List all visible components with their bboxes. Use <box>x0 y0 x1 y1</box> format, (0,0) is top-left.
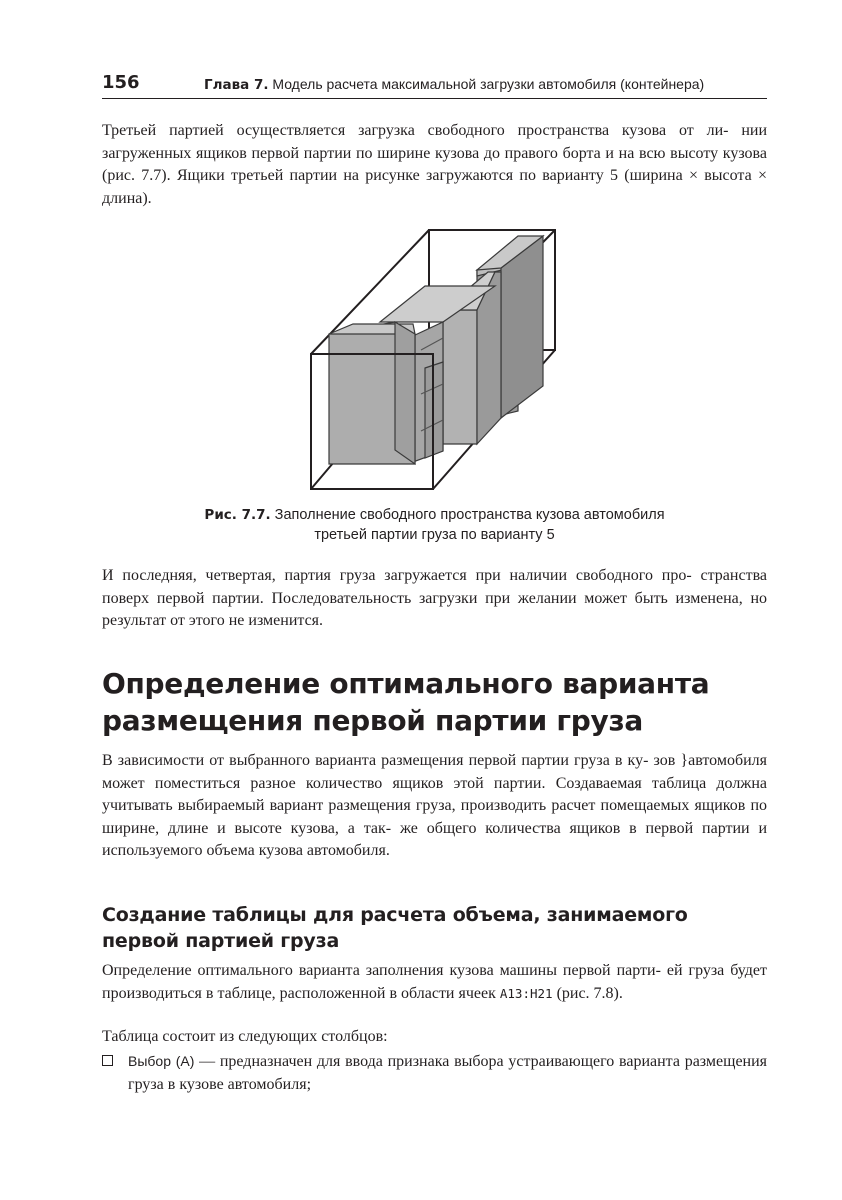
list-item <box>102 1050 767 1096</box>
section-heading <box>102 665 782 739</box>
page-number: 156 <box>102 72 140 93</box>
heading-line: Определение оптимального варианта <box>102 667 710 700</box>
text-line: всю высоту кузова (рис. 7.7). Ящики третьей партии на рисунке загружаются по <box>102 144 768 184</box>
column-letter: (A) <box>175 1053 195 1069</box>
text-line: размещения груза в кузове автомобиля; <box>128 1053 768 1093</box>
intro-paragraph <box>102 120 767 210</box>
column-name: Выбор <box>128 1053 171 1069</box>
text-line: производить расчет помещаемых ящиков по ширине, длине и высоте кузова, а так- <box>102 797 768 837</box>
list-item-text <box>128 1050 767 1096</box>
table-intro: Таблица состоит из следующих столбцов: <box>102 1028 388 1045</box>
text-line: Создаваемая таблица должна учитывать выбираемый вариант размещения груза, <box>102 774 768 814</box>
text-line: варианту 5 (ширина × высота × длина). <box>102 167 767 207</box>
chapter-name: Модель расчета максимальной загрузки автомобиля (контейнера) <box>268 76 705 92</box>
heading-line: первой партией груза <box>102 930 340 952</box>
text-line: нии загруженных ящиков первой партии по ширине кузова до правого борта и на <box>102 122 768 162</box>
text-line: И последняя, четвертая, партия груза загружается при наличии свободного про- <box>102 567 692 584</box>
caption-line-2: третьей партии груза по варианту 5 <box>314 527 555 543</box>
truck-body-figure <box>305 226 567 492</box>
heading-line: размещения первой партии груза <box>102 704 644 737</box>
text-line: — предназначен для ввода признака выбора устраивающего варианта <box>194 1053 680 1070</box>
checkbox-bullet-icon <box>102 1055 113 1066</box>
subsection-paragraph <box>102 960 767 1005</box>
subsection-heading <box>102 902 782 954</box>
text-line: же общего количества ящиков в первой партии и используемого объема кузова <box>102 819 768 859</box>
heading-line: Создание таблицы для расчета объема, занимаемого <box>102 904 688 926</box>
running-header <box>102 70 767 99</box>
third-batch-box-front <box>443 310 477 444</box>
caption-line-1: Заполнение свободного пространства кузова автомобиля <box>270 507 665 523</box>
chapter-title <box>204 76 704 93</box>
chapter-label: Глава 7. <box>204 77 269 93</box>
figure-label: Рис. 7.7. <box>204 507 271 523</box>
section-paragraph <box>102 750 767 863</box>
text-line: быть изменена, но результат от этого не изменится. <box>102 589 768 629</box>
text-line: Третьей партией осуществляется загрузка свободного пространства кузова от ли- <box>102 122 729 139</box>
cell-range: A13:H21 <box>499 985 553 1001</box>
text-line: ей груза будет производиться в таблице, расположенной в области ячеек <box>102 962 768 1002</box>
text-line: зов }автомобиля может поместиться разное количество ящиков этой партии. <box>102 752 767 792</box>
text-line: автомобиля. <box>306 842 390 859</box>
second-paragraph <box>102 565 767 633</box>
text-line: (рис. 7.8). <box>556 984 623 1002</box>
text-line: странства поверх первой партии. Последовательность загрузки при желании может <box>102 567 768 607</box>
text-line: В зависимости от выбранного варианта размещения первой партии груза в ку- <box>102 752 649 769</box>
text-line: Определение оптимального варианта заполнения кузова машины первой парти- <box>102 962 661 979</box>
figure-caption <box>102 505 767 545</box>
